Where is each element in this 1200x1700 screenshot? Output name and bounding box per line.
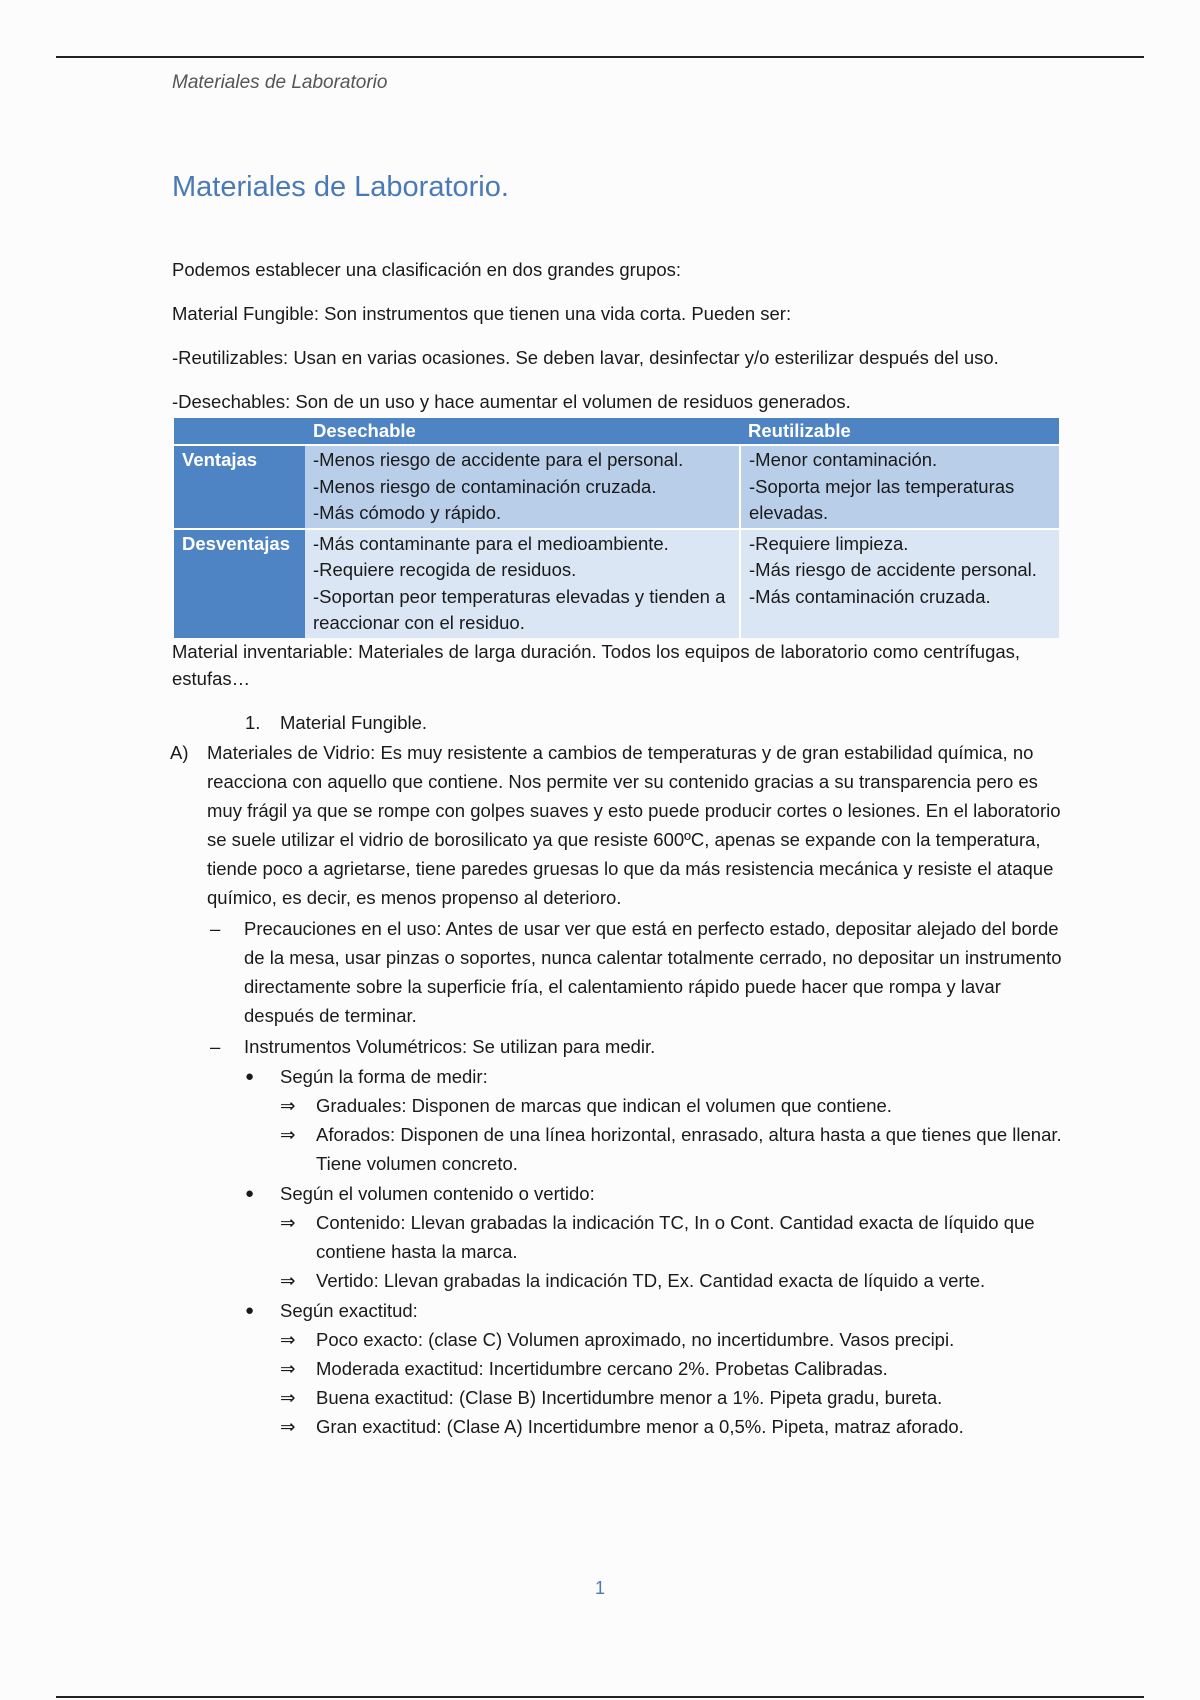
dash-item-text: Instrumentos Volumétricos: Se utilizan para medir. [244,1035,656,1057]
cell-line: -Más cómodo y rápido. [313,502,502,523]
intro-paragraph: -Reutilizables: Usan en varias ocasiones. Se deben lavar, desinfectar y/o esterilizar después del uso. [172,347,999,368]
arrow-item-text: Buena exactitud: (Clase B) Incertidumbre menor a 1%. Pipeta gradu, bureta. [316,1386,943,1408]
arrow-item-text: Poco exacto: (clase C) Volumen aproximado, no incertidumbre. Vasos precipi. [316,1328,955,1350]
comparison-table [174,418,1059,638]
numbered-heading [245,709,1072,736]
table-header-row [174,418,1059,445]
bullet-item-text: Según la forma de medir: [280,1065,488,1087]
list-number: 1. [245,711,261,733]
table-cell [740,445,1059,529]
arrow-item [172,1091,1072,1120]
arrow-icon: ⇒ [280,1269,296,1291]
inventariable-paragraph: Material inventariable: Materiales de larga duración. Todos los equipos de laboratorio como centrífugas, estufas… [172,640,1021,689]
numbered-heading-text: Material Fungible. [280,711,428,733]
dash-marker: – [210,917,221,939]
cell-line: -Menos riesgo de contaminación cruzada. [313,475,657,497]
table-row [174,445,1059,529]
table-header-cell: Desechable [305,418,740,445]
header-rule [56,56,1144,58]
arrow-item-text: Moderada exactitud: Incertidumbre cercano 2%. Probetas Calibradas. [316,1357,888,1379]
arrow-icon: ⇒ [280,1415,296,1437]
arrow-item [172,1354,1072,1383]
document-body [172,256,1072,1441]
arrow-item [172,1412,1072,1441]
arrow-icon: ⇒ [280,1328,296,1350]
page-number: 1 [594,1578,605,1598]
cell-line: -Más riesgo de accidente personal. [749,559,1037,580]
arrow-icon: ⇒ [280,1123,296,1145]
page-title: Materiales de Laboratorio. [172,171,509,203]
arrow-item [172,1325,1072,1354]
table-row [174,529,1059,638]
cell-line: -Soporta mejor las temperaturas elevadas. [749,475,1015,523]
lettered-item-text: Materiales de Vidrio: Es muy resistente a cambios de temperaturas y de gran estabilidad química, no reacciona con aquello que contiene. Nos permite ver su contenido gracias a su transparencia pero es muy frágil ya que se rompe con golpes suaves y esto puede producir cortes o lesiones. En el laboratorio se suele utilizar el vidrio de borosilicato ya que resiste 600ºC, apenas se expande con la temperatura, tiende poco a agrietarse, tiene paredes gruesas lo que da más resistencia mecánica y resiste el ataque químico, es decir, es menos propenso al deterioro. [207,741,1061,908]
arrow-item-text: Contenido: Llevan grabadas la indicación TC, In o Cont. Cantidad exacta de líquido que contiene hasta la marca. [316,1211,1035,1262]
cell-line: -Soportan peor temperaturas elevadas y tienden a reaccionar con el residuo. [313,585,726,633]
lettered-item [171,738,1072,912]
cell-line: -Más contaminante para el medioambiente. [313,532,669,554]
arrow-icon: ⇒ [280,1357,296,1379]
table-cell [740,529,1059,638]
dash-marker: – [210,1035,221,1057]
table-header-cell [174,418,305,445]
list-letter: A) [170,741,189,763]
dash-item-text: Precauciones en el uso: Antes de usar ver que está en perfecto estado, depositar alejado del borde de la mesa, usar pinzas o soportes, nunca calentar totalmente cerrado, no depositar un instrumento directamente sobre la superficie fría, el calentamiento rápido puede hacer que rompa y lavar después de terminar. [244,917,1062,1026]
intro-paragraph: Podemos establecer una clasificación en dos grandes grupos: [172,259,682,280]
intro-paragraph: Material Fungible: Son instrumentos que tienen una vida corta. Pueden ser: [172,303,792,324]
arrow-item-text: Graduales: Disponen de marcas que indican el volumen que contiene. [316,1094,892,1116]
cell-line: -Menor contaminación. [749,449,938,470]
bullet-icon: ● [245,1301,255,1319]
bullet-item [172,1296,1072,1325]
arrow-item [172,1208,1072,1266]
arrow-icon: ⇒ [280,1094,296,1116]
dash-item [172,914,1072,1030]
bullet-icon: ● [245,1067,255,1085]
intro-paragraph: -Desechables: Son de un uso y hace aumentar el volumen de residuos generados. [172,391,851,412]
cell-line: -Requiere limpieza. [749,532,909,554]
row-label: Ventajas [174,445,305,529]
arrow-item-text: Gran exactitud: (Clase A) Incertidumbre menor a 0,5%. Pipeta, matraz aforado. [316,1415,964,1437]
arrow-item-text: Aforados: Disponen de una línea horizontal, enrasado, altura hasta a que tienes que llenar. Tiene volumen concreto. [316,1123,1062,1174]
bullet-item [172,1062,1072,1091]
running-header: Materiales de Laboratorio [172,72,388,93]
arrow-item-text: Vertido: Llevan grabadas la indicación TD, Ex. Cantidad exacta de líquido a verte. [316,1269,986,1291]
table-cell [305,529,740,638]
footer-rule [56,1696,1144,1698]
cell-line: -Requiere recogida de residuos. [313,559,577,580]
arrow-icon: ⇒ [280,1211,296,1233]
table-header-cell: Reutilizable [740,418,1059,445]
bullet-item-text: Según exactitud: [280,1299,418,1321]
bullet-icon: ● [245,1184,255,1202]
table-cell [305,445,740,529]
dash-item [172,1032,1072,1061]
arrow-icon: ⇒ [280,1386,296,1408]
bullet-item [172,1179,1072,1208]
bullet-item-text: Según el volumen contenido o vertido: [280,1182,595,1204]
arrow-item [172,1120,1072,1178]
arrow-item [172,1266,1072,1295]
arrow-item [172,1383,1072,1412]
cell-line: -Menos riesgo de accidente para el personal. [313,449,684,470]
cell-line: -Más contaminación cruzada. [749,585,991,607]
row-label: Desventajas [174,529,305,638]
